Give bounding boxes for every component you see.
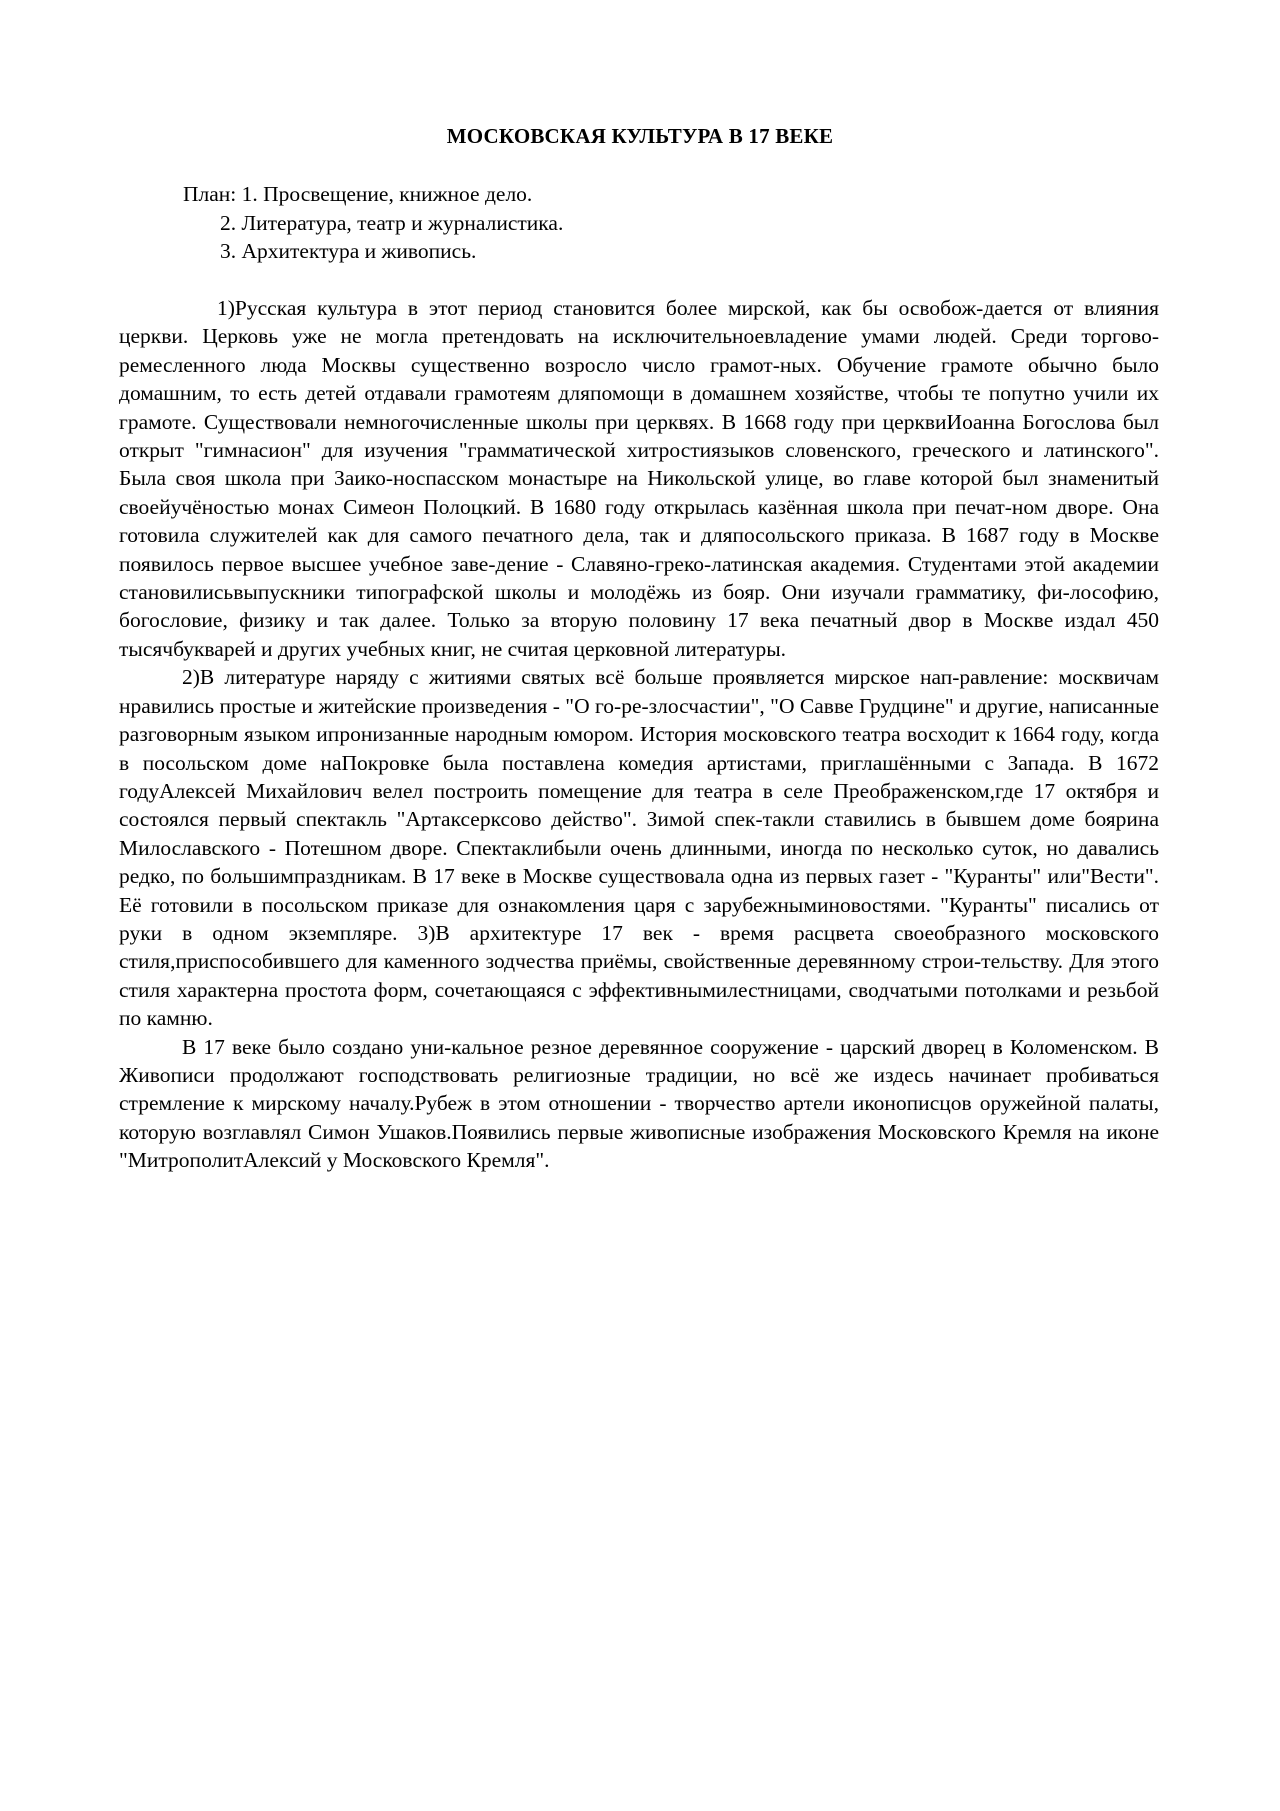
plan-item-1: План: 1. Просвещение, книжное дело.	[183, 182, 533, 206]
paragraph-painting: В 17 веке было создано уни-кальное резное деревянное сооружение - царский дворец в Коломенском. В Живописи продолжают господствовать религиозные традиции, но всё же издесь начинает пробиваться стремление к мирскому началу.Рубеж в этом отношении - творчество артели иконописцов оружейной палаты, которую возглавлял Симон Ушаков.Появились первые живописные изображения Московского Кремля на иконе "МитрополитАлексий у Московского Кремля".	[119, 1034, 1159, 1173]
plan-outline	[183, 180, 563, 266]
document-title: МОСКОВСКАЯ КУЛЬТУРА В 17 ВЕКЕ	[446, 124, 834, 148]
paragraph-literature-theatre-architecture: 2)В литературе наряду с житиями святых всё больше проявляется мирское нап-равление: москвичам нравились простые и житейские произведения - "О го-ре-злосчастии", "О Савве Грудцине" и другие, написанные разговорным языком ипронизанные народным юмором. История московского театра восходит к 1664 году, когда в посольском доме наПокровке была поставлена комедия артистами, приглашёнными с Запада. В 1672 годуАлексей Михайлович велел построить помещение для театра в селе Преображенском,где 17 октября и состоялся первый спектакль "Артаксерксово действо". Зимой спек-такли ставились в бывшем доме боярина Милославского - Потешном дворе. Спектаклибыли очень длинными, иногда по несколько суток, но давались редко, по большимпраздникам. В 17 веке в Москве существовала одна из первых газет - "Куранты" или"Вести". Её готовили в посольском приказе для ознакомления царя с зарубежныминовостями. "Куранты" писались от руки в одном экземпляре. 3)В архитектуре 17 век - время расцвета своеобразного московского стиля,приспособившего для каменного зодчества приёмы, свойственные деревянному строи-тельству. Для этого стиля характерна простота форм, сочетающаяся с эффективнымилестницами, сводчатыми потолками и резьбой по камню.	[119, 665, 1159, 1031]
paragraph-education: 1)Русская культура в этот период становится более мирской, как бы освобож-дается от влияния церкви. Церковь уже не могла претендовать на исключительноевладение умами людей. Среди торгово-ремесленного люда Москвы существенно возросло число грамот-ных. Обучение грамоте обычно было домашним, то есть детей отдавали грамотеям дляпомощи в домашнем хозяйстве, чтобы те попутно учили их грамоте. Существовали немногочисленные школы при церквях. В 1668 году при церквиИоанна Богослова был открыт "гимнасион" для изучения "грамматической хитростиязыков словенского, греческого и латинского". Была своя школа при Заико-носпасском монастыре на Никольской улице, во главе которой был знаменитый своейучёностью монах Симеон Полоцкий. В 1680 году открылась казённая школа при печат-ном дворе. Она готовила служителей как для самого печатного дела, так и дляпосольского приказа. В 1687 году в Москве появилось первое высшее учебное заве-дение - Славяно-греко-латинская академия. Студентами этой академии становилисьвыпускники типографской школы и молодёжь из бояр. Они изучали грамматику, фи-лософию, богословие, физику и так далее. Только за вторую половину 17 века печатный двор в Москве издал 450 тысячбукварей и других учебных книг, не считая церковной литературы.	[119, 296, 1159, 661]
plan-item-2: 2. Литература, театр и журналистика.	[220, 210, 564, 235]
plan-item-3: 3. Архитектура и живопись.	[220, 239, 477, 263]
document-body	[119, 294, 1159, 1175]
